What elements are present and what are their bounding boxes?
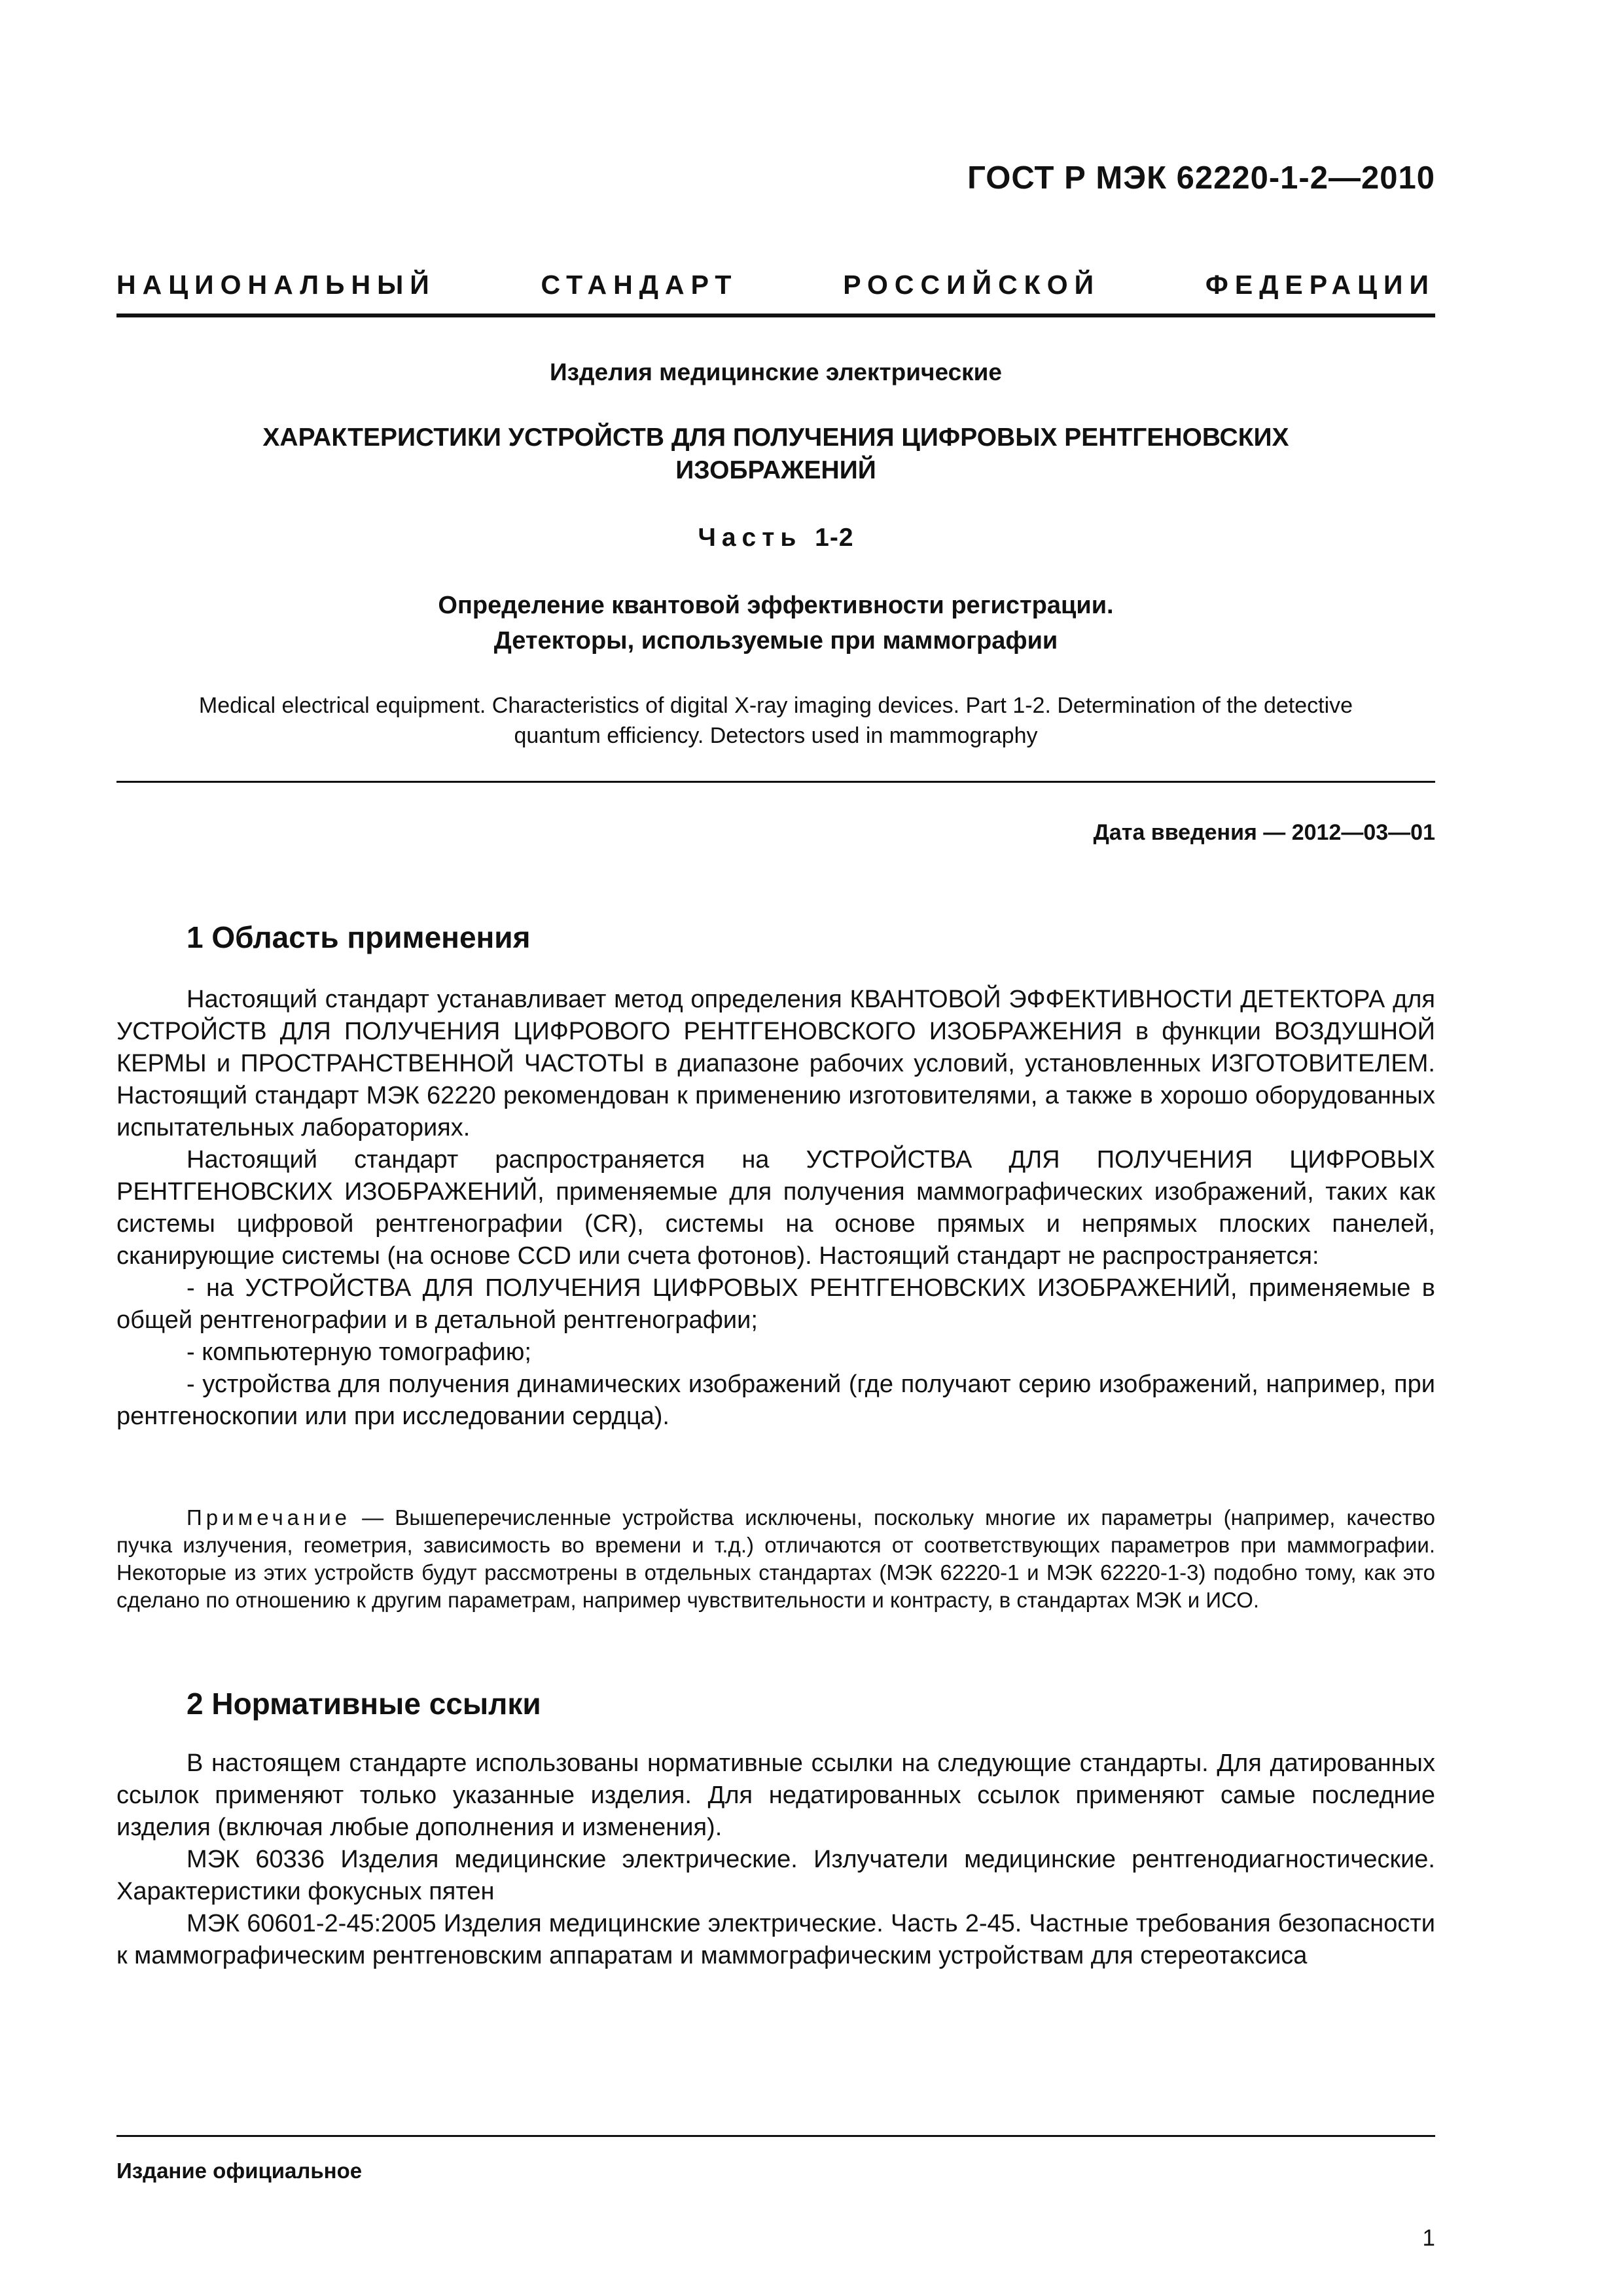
- part-number: 1-2: [815, 524, 854, 552]
- main-title: [116, 422, 1435, 487]
- note-label: Примечание: [187, 1505, 351, 1530]
- group-title: Изделия медицинские электрические: [550, 359, 1002, 386]
- section-1-heading: 1 Область применения: [187, 920, 531, 954]
- title-divider: [116, 781, 1435, 783]
- section-2-heading: 2 Нормативные ссылки: [187, 1687, 541, 1721]
- english-title: [116, 691, 1435, 751]
- section-1-paragraph: Настоящий стандарт устанавливает метод определения КВАНТОВОЙ ЭФФЕКТИВНОСТИ ДЕТЕКТОРА для УСТРОЙСТВ ДЛЯ ПОЛУЧЕНИЯ ЦИФРОВОГО РЕНТГЕНОВСКОГО ИЗОБРАЖЕНИЯ в функции ВОЗДУШНОЙ КЕРМЫ и ПРОСТРАНСТВЕННОЙ ЧАСТОТЫ в диапазоне рабочих условий, установленных ИЗГОТОВИТЕЛЕМ. Настоящий стандарт МЭК 62220 рекомендован к применению изготовителями, а также в хорошо оборудованных испытательных лабораториях.: [116, 986, 1435, 1141]
- normative-reference: МЭК 60601-2-45:2005 Изделия медицинские электрические. Часть 2-45. Частные требования безопасности к маммографическим рентгеновским аппаратам и маммографическим устройствам для стереотаксиса: [116, 1910, 1435, 1969]
- subtitle-line-1: Определение квантовой эффективности регистрации.: [438, 592, 1114, 619]
- official-edition-label: Издание официальное: [116, 2159, 363, 2183]
- header-divider: [116, 314, 1435, 317]
- subtitle: [116, 588, 1435, 658]
- normative-reference: МЭК 60336 Изделия медицинские электрические. Излучатели медицинские рентгенодиагностические. Характеристики фокусных пятен: [116, 1846, 1435, 1905]
- section-1-list-item: - устройства для получения динамических изображений (где получают серию изображений, например, при рентгеноскопии или при исследовании сердца).: [116, 1371, 1435, 1430]
- page-number: 1: [1422, 2225, 1435, 2251]
- national-standard-title: НАЦИОНАЛЬНЫЙ СТАНДАРТ РОССИЙСКОЙ ФЕДЕРАЦИИ: [116, 270, 1435, 300]
- part-word: Часть: [698, 524, 802, 552]
- main-title-line-2: ИЗОБРАЖЕНИЙ: [675, 456, 876, 484]
- section-1-list-item: - компьютерную томографию;: [187, 1338, 531, 1366]
- english-title-line-1: Medical electrical equipment. Characteristics of digital X-ray imaging devices. Part 1-2. Determination of the detective: [198, 693, 1353, 718]
- section-1-list-item: - на УСТРОЙСТВА ДЛЯ ПОЛУЧЕНИЯ ЦИФРОВЫХ РЕНТГЕНОВСКИХ ИЗОБРАЖЕНИЙ, применяемые в общей рентгенографии и в детальной рентгенографии;: [116, 1274, 1435, 1334]
- introduction-date: Дата введения — 2012—03—01: [1093, 820, 1435, 845]
- section-1-note: [116, 1504, 1435, 1614]
- section-1-body: [116, 984, 1435, 1433]
- gost-number: ГОСТ Р МЭК 62220-1-2—2010: [967, 160, 1435, 196]
- part-label: [116, 524, 1435, 552]
- section-2-paragraph: В настоящем стандарте использованы нормативные ссылки на следующие стандарты. Для датированных ссылок применяют только указанные изделия. Для недатированных ссылок применяют самые последние изделия (включая любые дополнения и изменения).: [116, 1749, 1435, 1841]
- english-title-line-2: quantum efficiency. Detectors used in mammography: [514, 723, 1038, 748]
- section-2-body: [116, 1748, 1435, 1972]
- note-text: — Вышеперечисленные устройства исключены, поскольку многие их параметры (например, качество пучка излучения, геометрия, зависимость во времени и т.д.) отличаются от соответствующих параметров при маммографии. Некоторые из этих устройств будут рассмотрены в отдельных стандартах (МЭК 62220-1 и МЭК 62220-1-3) подобно тому, как это сделано по отношению к другим параметрам, например чувствительности и контрасту, в стандартах МЭК и ИСО.: [116, 1505, 1435, 1612]
- subtitle-line-2: Детекторы, используемые при маммографии: [493, 627, 1058, 655]
- section-1-paragraph: Настоящий стандарт распространяется на УСТРОЙСТВА ДЛЯ ПОЛУЧЕНИЯ ЦИФРОВЫХ РЕНТГЕНОВСКИХ ИЗОБРАЖЕНИЙ, применяемые для получения маммографических изображений, таких как системы цифровой рентгенографии (CR), системы на основе прямых и непрямых плоских панелей, сканирующие системы (на основе CCD или счета фотонов). Настоящий стандарт не распространяется:: [116, 1146, 1435, 1270]
- footer-divider: [116, 2135, 1435, 2137]
- main-title-line-1: ХАРАКТЕРИСТИКИ УСТРОЙСТВ ДЛЯ ПОЛУЧЕНИЯ ЦИФРОВЫХ РЕНТГЕНОВСКИХ: [262, 423, 1289, 452]
